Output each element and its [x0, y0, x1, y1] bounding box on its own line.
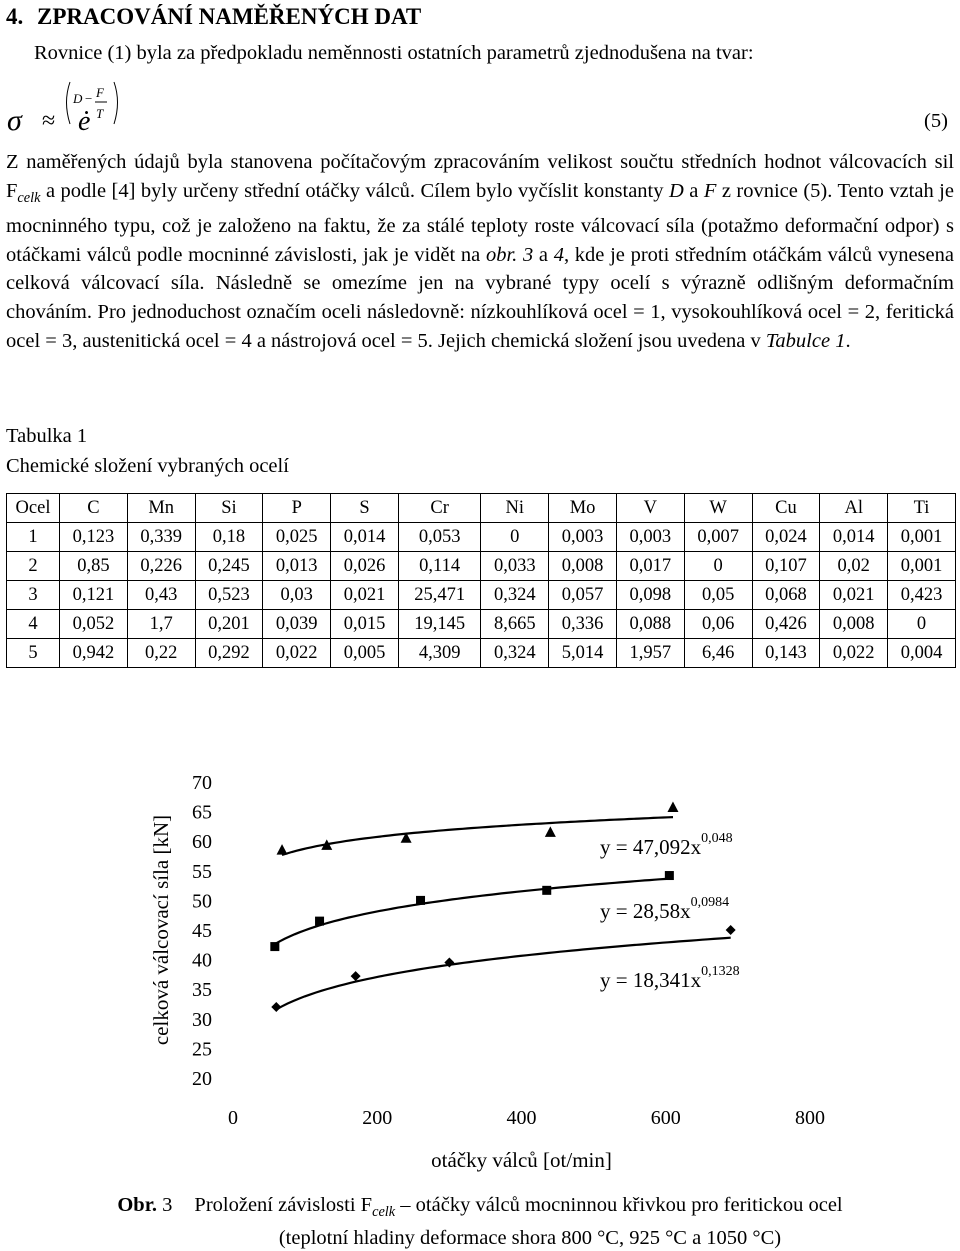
table-cell: 0,022	[263, 639, 331, 668]
data-point-triangle	[667, 801, 678, 812]
table-cell: 0,85	[60, 552, 128, 581]
equation-label: $y = 47,092x^{0,048}$	[600, 831, 733, 859]
para-part: a	[533, 243, 554, 266]
header-cell: Cr	[398, 494, 481, 523]
equation-exponent: 0,048	[701, 831, 733, 846]
section-heading	[6, 4, 421, 30]
table-row	[7, 552, 956, 581]
data-point-diamond	[726, 925, 736, 935]
para-part: a podle [4] byly určeny střední otáčky válců. Cílem bylo vyčíslit konstanty	[40, 179, 669, 202]
header-cell: W	[684, 494, 752, 523]
table-caption: Chemické složení vybraných ocelí	[6, 455, 289, 477]
data-point-square	[315, 917, 324, 926]
para-const-d: D	[668, 179, 684, 202]
para-part: Z naměřených údajů byla stanovena počítačovým zpracováním velikost součtu středních hodnot válcovacích sil F	[6, 151, 954, 202]
y-tick-label: 35	[192, 979, 212, 1002]
table-cell: 0,523	[195, 581, 263, 610]
table-cell: 0,18	[195, 523, 263, 552]
table-cell: 0,02	[820, 552, 888, 581]
y-tick-label: 55	[192, 860, 212, 883]
chart-svg	[0, 760, 960, 1190]
header-cell: Al	[820, 494, 888, 523]
para-sub-celk: celk	[17, 189, 41, 206]
table-cell: 0,324	[481, 639, 549, 668]
table-cell: 0,021	[820, 581, 888, 610]
table-cell: 0,021	[331, 581, 399, 610]
table-cell: 0,143	[752, 639, 820, 668]
table-cell: 0,03	[263, 581, 331, 610]
table-cell: 0,339	[127, 523, 195, 552]
table-cell: 0,053	[398, 523, 481, 552]
data-point-square	[665, 871, 674, 880]
table-cell: 0,336	[549, 610, 617, 639]
y-tick-label: 30	[192, 1008, 212, 1031]
table-cell: 0,123	[60, 523, 128, 552]
table-cell: 0,022	[820, 639, 888, 668]
table-cell: 0	[888, 610, 956, 639]
eq-number: (5)	[924, 110, 948, 132]
figure-caption-sub: celk	[372, 1204, 396, 1221]
table-cell: 0,008	[820, 610, 888, 639]
y-tick-label: 70	[192, 772, 212, 794]
figure-caption-part: Proložení závislosti F	[194, 1194, 373, 1216]
table-cell: 0,426	[752, 610, 820, 639]
table-cell: 4	[7, 610, 60, 639]
header-cell: Ti	[888, 494, 956, 523]
table-cell: 0,22	[127, 639, 195, 668]
header-cell: C	[60, 494, 128, 523]
figure-caption	[0, 1192, 960, 1251]
table-cell: 0,013	[263, 552, 331, 581]
table-row	[7, 581, 956, 610]
eq-exp-t: T	[96, 106, 104, 121]
header-cell: Si	[195, 494, 263, 523]
figure-caption-line2: (teplotní hladiny deformace shora 800 °C, 925 °C a 1050 °C)	[278, 1227, 782, 1250]
table-cell: 0,017	[616, 552, 684, 581]
para-part: a	[683, 179, 704, 202]
table-cell: 1,957	[616, 639, 684, 668]
x-tick-label: 200	[362, 1107, 393, 1129]
table-cell: 0,003	[616, 523, 684, 552]
header-cell: S	[331, 494, 399, 523]
table-row	[7, 610, 956, 639]
table-title: Tabulka 1	[6, 425, 88, 447]
para-const-f: F	[703, 179, 717, 202]
table-cell: 1,7	[127, 610, 195, 639]
table-cell: 0,026	[331, 552, 399, 581]
data-point-square	[416, 896, 425, 905]
table-cell: 0,024	[752, 523, 820, 552]
figure-label: Obr.	[117, 1194, 158, 1216]
table-cell: 0,324	[481, 581, 549, 610]
table-cell: 0,05	[684, 581, 752, 610]
data-point-triangle	[545, 826, 556, 837]
x-tick-label: 400	[506, 1107, 537, 1129]
table-cell: 3	[7, 581, 60, 610]
x-tick-label: 0	[228, 1107, 238, 1129]
equation-exponent: 0,1328	[701, 964, 740, 979]
equation-exponent: 0,0984	[690, 895, 730, 910]
table-cell: 0,245	[195, 552, 263, 581]
table-cell: 0,014	[331, 523, 399, 552]
y-axis-label: celková válcovací síla [kN]	[149, 814, 173, 1046]
figure-caption-line1	[0, 1192, 960, 1225]
header-cell: V	[616, 494, 684, 523]
table-cell: 5,014	[549, 639, 617, 668]
table-cell: 0,292	[195, 639, 263, 668]
y-tick-label: 20	[192, 1068, 212, 1090]
data-point-square	[270, 942, 279, 951]
table-cell: 0,114	[398, 552, 481, 581]
y-tick-label: 50	[192, 890, 212, 913]
table-cell: 0,06	[684, 610, 752, 639]
table-cell: 0,015	[331, 610, 399, 639]
eq-exp-minus: −	[85, 91, 93, 106]
figure-number: 3	[162, 1194, 173, 1216]
table-cell: 0,001	[888, 523, 956, 552]
header-cell: Mn	[127, 494, 195, 523]
table-cell: 1	[7, 523, 60, 552]
table-cell: 0	[684, 552, 752, 581]
eq-approx: ≈	[42, 108, 56, 134]
table-cell: 0,039	[263, 610, 331, 639]
table-cell: 0,025	[263, 523, 331, 552]
y-tick-label: 65	[192, 801, 212, 824]
table-cell: 0,003	[549, 523, 617, 552]
table-cell: 0	[481, 523, 549, 552]
table-cell: 0,423	[888, 581, 956, 610]
table-row	[7, 523, 956, 552]
header-cell: Cu	[752, 494, 820, 523]
table-cell: 0,005	[331, 639, 399, 668]
table-cell: 25,471	[398, 581, 481, 610]
header-cell: P	[263, 494, 331, 523]
eq-exp-d: D	[73, 91, 83, 106]
header-cell: Ni	[481, 494, 549, 523]
intro-text: Rovnice (1) byla za předpokladu neměnnosti ostatních parametrů zjednodušena na tvar:	[34, 42, 754, 64]
table-cell: 0,052	[60, 610, 128, 639]
table-cell: 0,068	[752, 581, 820, 610]
table-cell: 2	[7, 552, 60, 581]
table-cell: 0,226	[127, 552, 195, 581]
body-paragraph	[6, 148, 954, 355]
y-tick-label: 60	[192, 831, 212, 854]
equation-label: $y = 28,58x^{0,0984}$	[600, 895, 730, 923]
data-point-triangle	[277, 844, 288, 855]
table-cell: 0,43	[127, 581, 195, 610]
para-part: .	[845, 329, 851, 352]
table-cell: 0,004	[888, 639, 956, 668]
table-cell: 0,057	[549, 581, 617, 610]
table-cell: 5	[7, 639, 60, 668]
table-cell: 0,098	[616, 581, 684, 610]
para-part: z rovnice (5). Tento vztah je mocninného typu, což je založeno na faktu, že za stálé teploty roste válcovací síla (potažmo deformační odpor) s otáčkami válců podle mocninné závislosti, jak je vidět na	[6, 179, 954, 266]
table-cell: 4,309	[398, 639, 481, 668]
x-tick-label: 600	[650, 1107, 681, 1129]
table-cell: 0,014	[820, 523, 888, 552]
y-tick-label: 45	[192, 920, 212, 942]
para-fig-ref: obr. 3	[485, 243, 534, 266]
para-table-ref: Tabulce 1	[765, 329, 846, 352]
force-chart	[0, 760, 960, 1190]
section-title: ZPRACOVÁNÍ NAMĚŘENÝCH DAT	[37, 4, 422, 29]
data-point-square	[542, 886, 551, 895]
table-cell: 0,121	[60, 581, 128, 610]
table-cell: 0,033	[481, 552, 549, 581]
para-part: , kde je proti středním otáčkám válců vynesena celková válcovací síla. Následně se omezíme jen na vybrané typy ocelí s výrazně odlišným deformačním chováním. Pro jednoduchost označím oceli následovně: nízkouhlíková ocel = 1, vysokouhlíková ocel = 2, feritická ocel = 3, austenitická ocel = 4 a nástrojová ocel = 5. Jejich chemická složení jsou uvedena v	[6, 243, 954, 352]
section-number: 4.	[6, 4, 24, 29]
table-row	[7, 639, 956, 668]
header-cell: Ocel	[7, 494, 60, 523]
table-cell: 0,107	[752, 552, 820, 581]
eq-base: ė	[78, 106, 91, 137]
table-cell: 6,46	[684, 639, 752, 668]
eq-sigma: σ	[7, 104, 22, 137]
y-tick-label: 40	[192, 949, 212, 972]
header-cell: Mo	[549, 494, 617, 523]
y-tick-label: 25	[192, 1038, 212, 1061]
table-cell: 0,007	[684, 523, 752, 552]
table-cell: 0,942	[60, 639, 128, 668]
table-header-row	[7, 494, 956, 523]
eq-exp-f: F	[96, 85, 104, 100]
equation-label: $y = 18,341x^{0,1328}$	[600, 964, 740, 992]
table-cell: 0,201	[195, 610, 263, 639]
data-point-diamond	[271, 1002, 281, 1012]
table-cell: 8,665	[481, 610, 549, 639]
table-cell: 0,088	[616, 610, 684, 639]
composition-table	[6, 493, 956, 668]
x-tick-label: 800	[795, 1107, 825, 1129]
figure-caption-part: – otáčky válců mocninnou křivkou pro feritickou ocel	[395, 1194, 843, 1216]
table-cell: 19,145	[398, 610, 481, 639]
table-cell: 0,008	[549, 552, 617, 581]
x-axis-label: otáčky válců [ot/min]	[431, 1148, 612, 1172]
para-fig-ref-4: 4	[553, 243, 564, 266]
data-point-diamond	[351, 971, 361, 981]
table-cell: 0,001	[888, 552, 956, 581]
